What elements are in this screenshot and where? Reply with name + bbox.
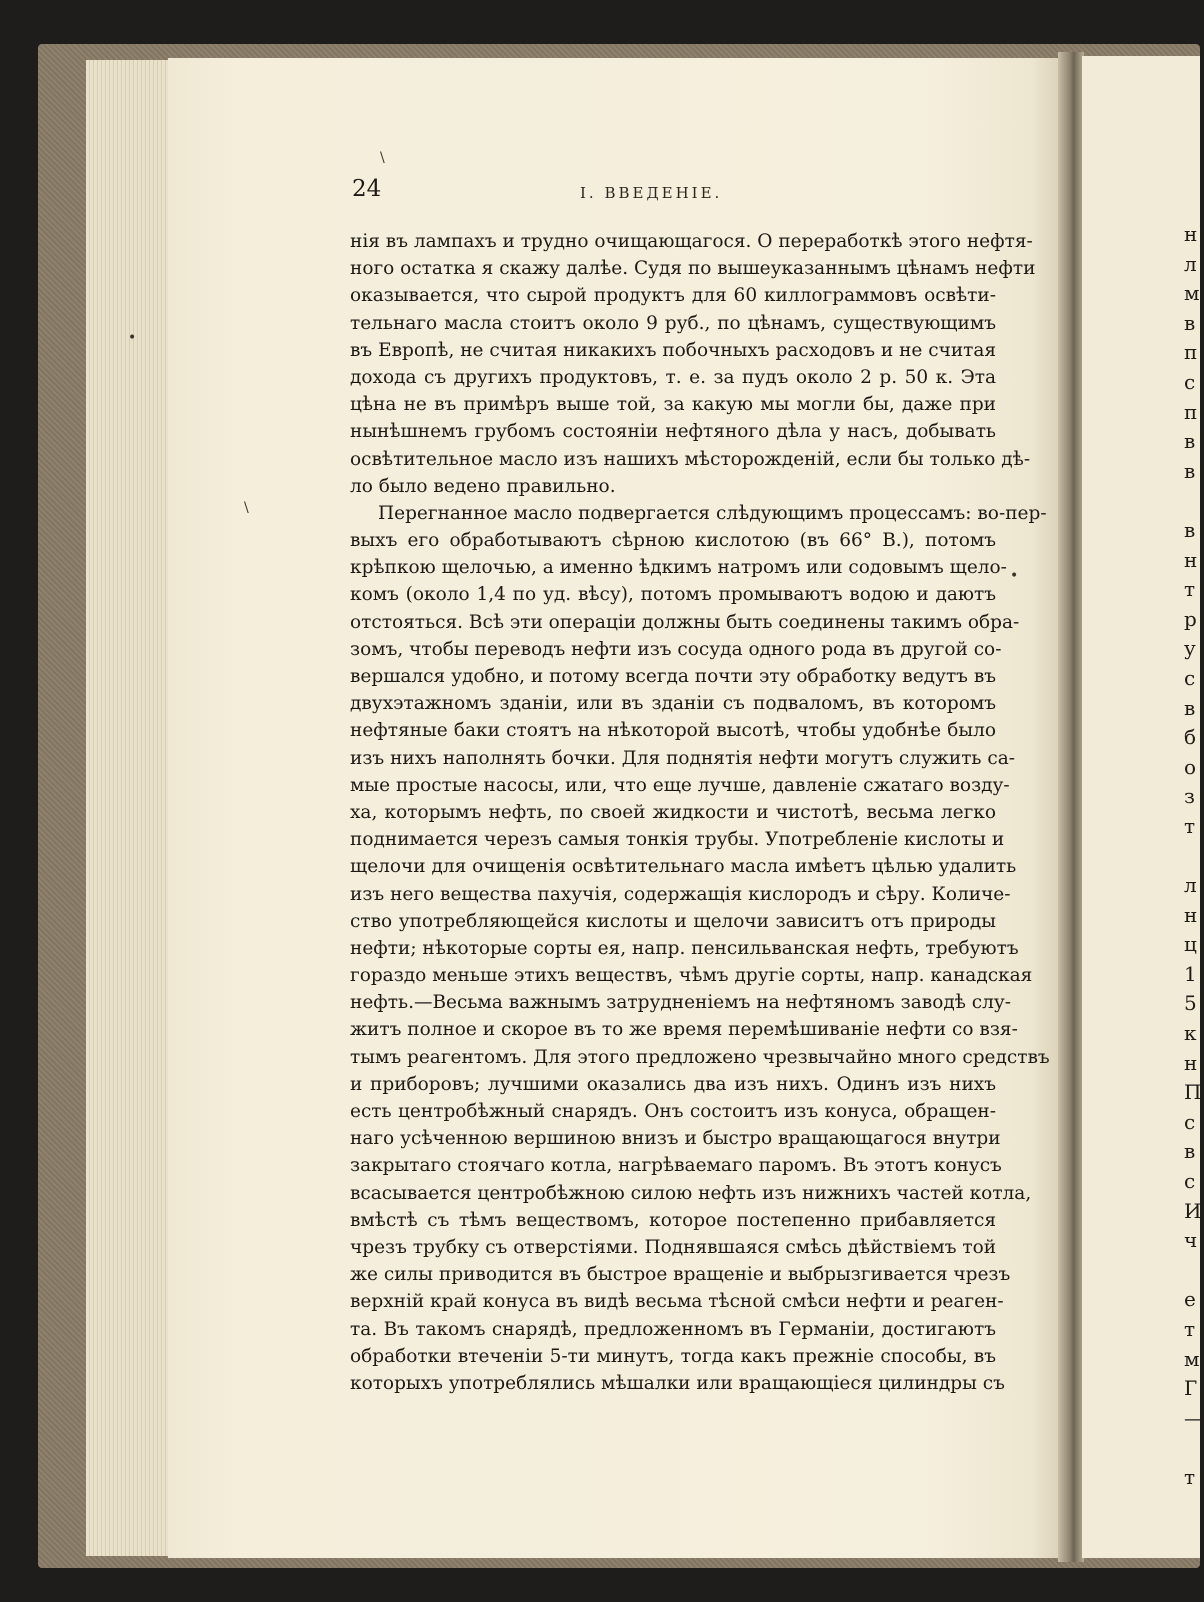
paragraph2-line: наго усѣченною вершиною внизъ и быстро вращающагося внутри bbox=[350, 1128, 1001, 1150]
paragraph2-line: всасывается центробѣжною силою нефть изъ нижнихъ частей котла, bbox=[350, 1182, 1032, 1204]
facing-fragment: ц bbox=[1184, 932, 1197, 957]
facing-fragment: 5 bbox=[1184, 991, 1197, 1016]
facing-fragment: — bbox=[1184, 1405, 1204, 1430]
paragraph2-line: та. Въ такомъ снарядѣ, предложенномъ въ Германіи, достигаютъ bbox=[350, 1318, 996, 1340]
facing-fragment: з bbox=[1184, 784, 1195, 809]
facing-fragment: н bbox=[1184, 222, 1198, 246]
paragraph2-line: щелочи для очищенія освѣтительнаго масла имѣетъ цѣлью удалить bbox=[350, 856, 1017, 878]
facing-fragment: н bbox=[1184, 547, 1198, 572]
paragraph2-line: чрезъ трубку съ отверстіями. Поднявшаяся смѣсь дѣйствіемъ той bbox=[350, 1236, 997, 1258]
paragraph2-line: поднимается черезъ самыя тонкія трубы. Употребленіе кислоты и bbox=[350, 829, 1005, 851]
facing-fragment: п bbox=[1184, 399, 1198, 424]
paragraph2-line: гораздо меньше этихъ веществъ, чѣмъ другіе сорты, напр. канадская bbox=[350, 965, 1033, 987]
facing-fragment: р bbox=[1184, 606, 1197, 631]
paragraph1-line: нынѣшнемъ грубомъ состояніи нефтяного дѣла у насъ, добывать bbox=[350, 421, 996, 443]
margin-dot: • bbox=[128, 330, 137, 346]
paragraph1-line: тельнаго масла стоитъ около 9 руб., по цѣнамъ, существующимъ bbox=[350, 312, 996, 334]
paragraph2-line: Перегнанное масло подвергается слѣдующимъ процессамъ: во-пер- bbox=[378, 502, 1047, 524]
paragraph2-line: двухэтажномъ зданіи, или въ зданіи съ подваломъ, въ которомъ bbox=[350, 693, 996, 715]
facing-fragment: Г bbox=[1184, 1376, 1198, 1401]
facing-fragment: л bbox=[1184, 251, 1197, 276]
facing-fragment: л bbox=[1184, 873, 1197, 898]
facing-fragment: ч bbox=[1184, 1228, 1198, 1253]
facing-fragment: в bbox=[1184, 695, 1196, 720]
facing-fragment: б bbox=[1184, 725, 1197, 750]
facing-fragment: в bbox=[1184, 517, 1196, 542]
paragraph2-line: закрытаго стоячаго котла, нагрѣваемаго паромъ. Въ этотъ конусъ bbox=[350, 1155, 1002, 1177]
paragraph2-line: нефть.—Весьма важнымъ затрудненіемъ на нефтяномъ заводѣ слу- bbox=[350, 992, 1012, 1014]
facing-fragment: И bbox=[1184, 1198, 1202, 1223]
facing-fragment: 1 bbox=[1184, 961, 1197, 986]
facing-fragment: в bbox=[1184, 429, 1196, 454]
paragraph2-line: изъ него вещества пахучія, содержащія кислородъ и сѣру. Количе- bbox=[350, 883, 1011, 905]
paragraph2-line: которыхъ употреблялись мѣшалки или вращающіеся цилиндры съ bbox=[350, 1372, 1005, 1394]
paragraph2-line: зомъ, чтобы переводъ нефти изъ сосуда одного рода въ другой со- bbox=[350, 638, 1002, 660]
paragraph2-line: нефти; нѣкоторые сорты ея, напр. пенсильванская нефть, требуютъ bbox=[350, 937, 1019, 959]
book-gutter bbox=[1058, 52, 1084, 1562]
paragraph2-line: ха, которымъ нефть, по своей жидкости и чистотѣ, весьма легко bbox=[350, 801, 996, 823]
paragraph2-line: вмѣстѣ съ тѣмъ веществомъ, которое постепенно прибавляется bbox=[350, 1209, 996, 1231]
running-head bbox=[352, 176, 992, 208]
paragraph2-line: ство употребляющейся кислоты и щелочи зависитъ отъ природы bbox=[350, 910, 996, 932]
facing-fragment: е bbox=[1184, 1287, 1196, 1312]
facing-fragment: н bbox=[1184, 1050, 1198, 1075]
paragraph2-line: мые простые насосы, или, что еще лучше, давленіе сжатаго возду- bbox=[350, 774, 1010, 796]
facing-fragment: в bbox=[1184, 1139, 1196, 1164]
facing-fragment: в bbox=[1184, 310, 1196, 335]
facing-fragment: п bbox=[1184, 340, 1198, 365]
paragraph1-line: ло было ведено правильно. bbox=[350, 475, 616, 497]
paragraph1-line: освѣтительное масло изъ нашихъ мѣсторожденій, если бы только дѣ- bbox=[350, 448, 1031, 470]
paragraph2-line: изъ нихъ наполнять бочки. Для поднятія нефти могутъ служить са- bbox=[350, 747, 1016, 769]
facing-page-fragments bbox=[1184, 220, 1204, 1493]
paragraph1-line: дохода съ другихъ продуктовъ, т. е. за пудъ около 2 р. 50 к. Эта bbox=[350, 366, 996, 388]
paragraph2-line: верхній край конуса въ видѣ весьма тѣсной смѣси нефти и реаген- bbox=[350, 1291, 1004, 1313]
section-title: I. ВВЕДЕНІЕ. bbox=[580, 184, 723, 202]
paragraph2-line: житъ полное и скорое въ то же время перемѣшиваніе нефти со взя- bbox=[350, 1019, 1018, 1041]
page-number: 24 bbox=[352, 176, 382, 202]
facing-fragment: с bbox=[1184, 665, 1196, 690]
facing-fragment bbox=[1184, 1433, 1204, 1463]
paragraph2-line: нефтяные баки стоятъ на нѣкоторой высотѣ, чтобы удобнѣе было bbox=[350, 720, 996, 742]
facing-fragment: н bbox=[1184, 902, 1198, 927]
facing-fragment: П bbox=[1184, 1080, 1202, 1105]
page-edges bbox=[86, 60, 174, 1556]
facing-fragment: м bbox=[1184, 1346, 1200, 1371]
paragraph1-line: въ Европѣ, не считая никакихъ побочныхъ расходовъ и не считая bbox=[350, 339, 997, 361]
paragraph2-line: вершался удобно, и потому всегда почти эту обработку ведутъ въ bbox=[350, 666, 997, 687]
facing-fragment: т bbox=[1184, 1464, 1196, 1489]
body-text bbox=[350, 228, 1050, 1397]
facing-fragment: к bbox=[1184, 1021, 1197, 1046]
paragraph2-line: обработки втеченіи 5-ти минутъ, тогда какъ прежніе способы, въ bbox=[350, 1345, 996, 1367]
facing-fragment: т bbox=[1184, 813, 1196, 838]
paragraph2-line: же силы приводится въ быстрое вращеніе и выбрызгивается чрезъ bbox=[350, 1264, 1011, 1286]
facing-fragment: т bbox=[1184, 577, 1196, 602]
facing-fragment: в bbox=[1184, 458, 1196, 483]
facing-fragment: у bbox=[1184, 636, 1196, 661]
paragraph2-line: выхъ его обработываютъ сѣрною кислотою (въ 66° В.), потомъ bbox=[350, 530, 996, 552]
paragraph1-line: ного остатка я скажу далѣе. Судя по вышеуказаннымъ цѣнамъ нефти bbox=[350, 258, 1036, 280]
paragraph1-line: оказывается, что сырой продуктъ для 60 киллограммовъ освѣти- bbox=[350, 285, 996, 307]
paragraph2-line: и приборовъ; лучшими оказались два изъ нихъ. Одинъ изъ нихъ bbox=[350, 1073, 996, 1095]
paragraph2-line: есть центробѣжный снарядъ. Онъ состоитъ изъ конуса, обращен- bbox=[350, 1101, 996, 1122]
facing-fragment: с bbox=[1184, 1109, 1196, 1134]
facing-fragment: о bbox=[1184, 754, 1197, 779]
facing-fragment bbox=[1184, 486, 1204, 516]
facing-fragment: с bbox=[1184, 1169, 1196, 1193]
paragraph2-line: комъ (около 1,4 по уд. вѣсу), потомъ промываютъ водою и даютъ bbox=[350, 584, 996, 606]
paragraph2-line: тымъ реагентомъ. Для этого предложено чрезвычайно много средствъ bbox=[350, 1046, 1050, 1068]
facing-fragment: с bbox=[1184, 369, 1196, 394]
facing-page bbox=[1082, 56, 1204, 1558]
paragraph2-line: крѣпкою щелочью, а именно ѣдкимъ натромъ или содовымъ щело- bbox=[350, 557, 1007, 579]
margin-dot: • bbox=[1010, 568, 1019, 584]
margin-mark: \ bbox=[380, 150, 385, 166]
facing-fragment bbox=[1184, 841, 1204, 871]
paragraph1-line: нія въ лампахъ и трудно очищающагося. О переработкѣ этого нефтя- bbox=[350, 231, 1033, 252]
facing-fragment bbox=[1184, 1256, 1204, 1286]
facing-fragment: м bbox=[1184, 281, 1200, 306]
margin-mark: \ bbox=[244, 500, 249, 516]
paragraph1-line: цѣна не въ примѣръ выше той, за какую мы могли бы, даже при bbox=[350, 394, 996, 416]
facing-fragment: т bbox=[1184, 1316, 1196, 1341]
paragraph2-line: отстояться. Всѣ эти операціи должны быть соединены такимъ обра- bbox=[350, 611, 1020, 633]
